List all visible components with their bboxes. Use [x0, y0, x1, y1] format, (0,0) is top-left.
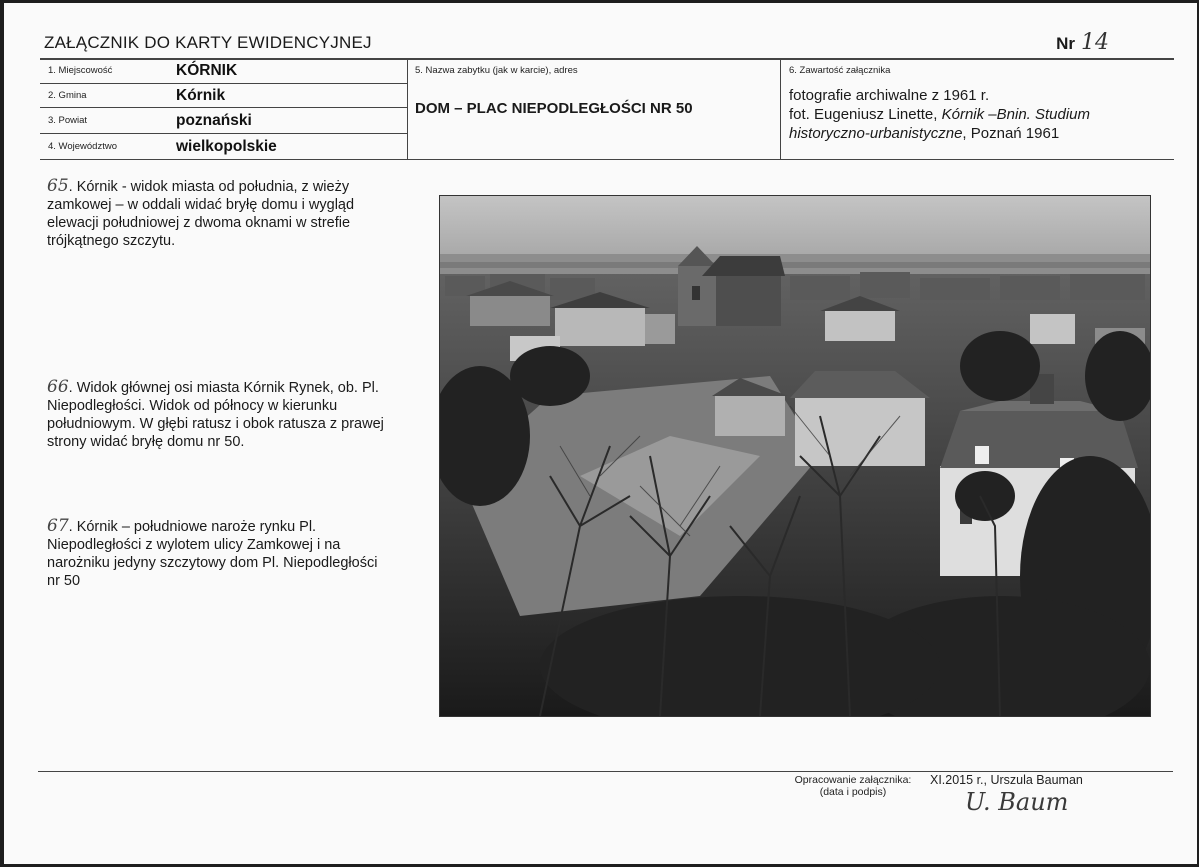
row-divider — [40, 83, 407, 84]
field-value-miejscowosc: KÓRNIK — [176, 62, 238, 79]
church-building — [678, 246, 785, 326]
caption-number: 66 — [47, 377, 69, 397]
table-top-border — [40, 58, 1174, 60]
prepared-date-author: XI.2015 r., Urszula Bauman — [930, 773, 1083, 787]
field-label-wojewodztwo: 4. Województwo — [48, 141, 117, 152]
field-label-powiat: 3. Powiat — [48, 115, 88, 126]
monument-label: 5. Nazwa zabytku (jak w karcie), adres — [415, 65, 578, 76]
column-divider — [407, 58, 408, 160]
photo-caption-65 — [47, 177, 387, 250]
document-title: ZAŁĄCZNIK DO KARTY EWIDENCYJNEJ — [44, 33, 372, 52]
contents-label: 6. Zawartość załącznika — [789, 65, 891, 76]
caption-text: . Kórnik - widok miasta od południa, z wieży zamkowej – w oddali widać bryłę domu i wygląd elewacji południowej z dwoma oknami w strefie trójkątnego szczytu. — [47, 179, 355, 249]
column-divider — [780, 58, 781, 160]
contents-line-3 — [789, 124, 1090, 143]
field-value-gmina: Kórnik — [176, 87, 226, 104]
monument-address: DOM – PLAC NIEPODLEGŁOŚCI NR 50 — [415, 100, 693, 117]
prepared-label-sub: (data i podpis) — [819, 786, 887, 798]
contents-publication-title-part2: historyczno-urbanistyczne — [789, 125, 963, 142]
attachment-number — [1056, 30, 1109, 55]
contents-publication-title-part1: Kórnik –Bnin. Studium — [941, 106, 1091, 123]
nr-label: Nr — [1056, 34, 1075, 53]
field-label-miejscowosc: 1. Miejscowość — [48, 65, 113, 76]
caption-text: . Kórnik – południowe naroże rynku Pl. Niepodległości z wylotem ulicy Zamkowej i na narożniku jedyny szczytowy dom Pl. Niepodległości nr 50 — [47, 519, 378, 589]
caption-number: 67 — [47, 516, 69, 536]
contents-publication-place: , Poznań 1961 — [962, 125, 1060, 142]
contents-line-1: fotografie archiwalne z 1961 r. — [789, 87, 990, 104]
prepared-label — [783, 774, 923, 798]
field-label-gmina: 2. Gmina — [48, 90, 87, 101]
archival-photograph — [439, 195, 1151, 717]
row-divider — [40, 133, 407, 134]
prepared-label-main: Opracowanie załącznika: — [794, 774, 912, 786]
photo-caption-66 — [47, 378, 387, 451]
nr-value: 14 — [1081, 30, 1109, 55]
footer-divider — [38, 771, 1173, 772]
photo-town-view — [440, 196, 1150, 716]
caption-text: . Widok głównej osi miasta Kórnik Rynek, ob. Pl. Niepodległości. Widok od północy w kierunku południowym. W głębi ratusz i obok ratusza z prawej strony widać bryłę domu nr 50. — [47, 380, 384, 450]
caption-number: 65 — [47, 176, 69, 196]
contents-value — [789, 86, 1090, 143]
field-value-wojewodztwo: wielkopolskie — [176, 138, 277, 155]
table-bottom-border — [40, 159, 1174, 160]
contents-author: fot. Eugeniusz Linette, — [789, 106, 942, 123]
contents-line-2 — [789, 105, 1090, 124]
row-divider — [40, 107, 407, 108]
handwritten-signature: U. Baum — [965, 788, 1069, 816]
field-value-powiat: poznański — [176, 112, 252, 129]
photo-caption-67 — [47, 517, 387, 590]
